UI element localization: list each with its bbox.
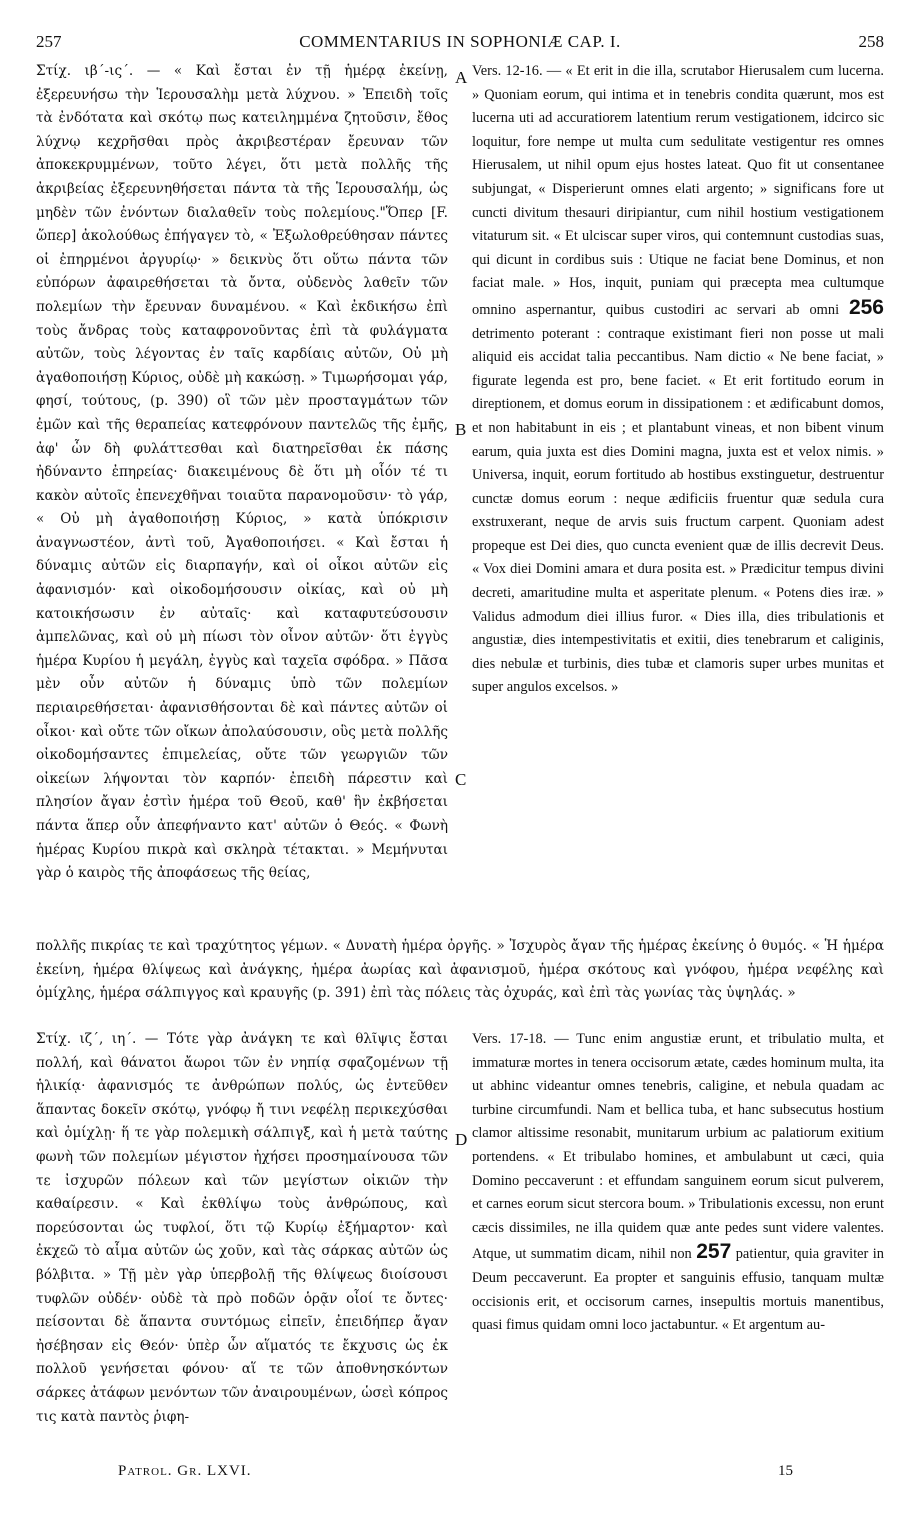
latin-paragraph-verses-17-18-part1: Vers. 17-18. — Tunc enim angustiæ erunt, et tribulatio multa, et immaturæ mortes in tenera occisorum ætate, cædes hominum multa, ita ut abhinc videantur omnes tenebris, caligine, et nebula quadam ac turbine circumfundi. Nam et bellica tuba, et hanc subsecutus hostium clamor altissime resonabit, munitarum urbium ac palatiorum exitium portendens. « Et tribulabo homines, et ambulabunt ut cæci, quia Domino peccaverunt : et effundam sanguinem eorum sicut pulverem, et carnes eorum sicut stercora boum. » Tribulationis excessu, non erunt cæcis dissimiles, ne illa quidem quæ ante pedes sunt videre valentes. Atque, ut summatim dicam, nihil non [472,1031,884,1263]
greek-column-bottom [36,1028,448,1460]
greek-full-width-passage: πολλῆς πικρίας τε καὶ τραχύτητος γέμων. « Δυνατὴ ἡμέρα ὀργῆς. » Ἰσχυρὸς ἄγαν τῆς ἡμέρας ἐκείνης ὁ θυμός. « Ἡ ἡμέρα ἐκείνη, ἡμέρα θλίψεως καὶ ἀνάγκης, ἡμέρα ἀωρίας καὶ ἀφανισμοῦ, ἡμέρα σκότους καὶ γνόφου, ἡμέρα νεφέλης καὶ ὁμίχλης, ἡμέρα σάλπιγγος καὶ κραυγῆς (p. 391) ἐπὶ τὰς πόλεις τὰς ὀχυράς, καὶ ἐπὶ τὰς γωνίας τὰς ὑψηλάς. » [36,938,884,1002]
running-header [36,32,884,54]
greek-column-top [36,60,448,932]
column-number-256: 256 [848,295,884,319]
page-number-right: 258 [858,32,884,51]
footer-signature: 15 [778,1463,793,1479]
margin-letter-a: A [455,68,468,87]
margin-letter-d: D [455,1130,468,1149]
latin-paragraph-verses-12-16-part1: Vers. 12-16. — « Et erit in die illa, scrutabor Hierusalem cum lucerna. » Quoniam eorum, qui intima et in tenebris condita quærunt, mos est lucerna uti ad accuratiorem latentium rerum vestigationem, idcirco sic loquitur, fore nempe ut multa cum sedulitate vestigentur res omnes Hierusalem, ut nihil opum ejus hostes lateat. Quo fit ut consentanee subjungat, « Disperierunt omnes elati argento; » significans fore ut cuncti divitum thesauri diripiantur, cum nihil hostium vestigationem vitaturum sit. « Et ulciscar super viros, qui contemnunt custodias suas, qui dicunt in cordibus suis : Utique ne faciat bene Dominus, et non faciat male. » Hos, inquit, puniam qui præcepta mea cultumque omnino aspernantur, quibus custodiri ac servari ab omni [472,63,884,318]
latin-paragraph-verses-12-16-part2: detrimento poterant : contraque existimant fieri non posse ut mali aliquid eis accidat talia peccantibus. Nam dictio « Ne bene faciat, » figurate legenda est pro, bene faciet. « Et erit fortitudo eorum in direptionem, et domus eorum in dissipationem : et ædificabunt domos, et non habitabunt in eis ; et plantabunt vineas, et non bibent vinum earum, quia juxta est dies Domini magna, juxta est et velox nimis. » Universa, inquit, eorum fortitudo ab hostibus exstinguetur, destruentur cunctæ domus eorum : neque ædificiis fruentur quæ sedula cura exstruxerant, neque de arvis suis fructum carpent. Quoniam adest propeque est Dei dies, quo cuncta evenient quæ de illis decrevit Deus. « Vox diei Domini amara et dura posita est. » Prædicitur tempus divini decreti, amaritudine multa et asperitate plenum. « Potens dies iræ. » Validus admodum diei illius furor. « Dies illa, dies tribulationis et angustiæ, dies intempestivitatis et exitii, dies tenebrarum et caliginis, dies nebulæ et turbinis, dies tubæ et clamoris super urbes munitas et super angulos excelsos. » [472,325,884,696]
margin-letter-c: C [455,770,467,789]
latin-column-bottom [472,1028,884,1460]
column-number-257: 257 [696,1240,732,1264]
greek-paragraph-verses-17-18: Στίχ. ιζ΄, ιη΄. — Τότε γὰρ ἀνάγκη τε καὶ θλῖψις ἔσται πολλή, καὶ θάνατοι ἄωροι τῶν ἐν νηπίᾳ σφαζομένων τῇ ἡλικίᾳ· ἀφανισμός τε ἀνθρώπων πολύς, ὡς ἐντεῦθεν ἅπαντας δοκεῖν σκότῳ, γνόφῳ ἤ τινι νεφέλῃ περικεχύσθαι καὶ ὁμίχλῃ· ἥ τε γὰρ πολεμικὴ σάλπιγξ, καὶ ἡ μετὰ ταύτης φωνὴ τῶν πολεμίων μέγιστον ἠχήσει προσημαίνουσα τῶν τε ἰσχυρῶν πόλεων καὶ τῶν μεγίστων οἰκιῶν τὴν καθαίρεσιν. « Καὶ ἐκθλίψω τοὺς ἀνθρώπους, καὶ πορεύσονται ὡς τυφλοί, ὅτι τῷ Κυρίῳ ἐξήμαρτον· καὶ ἐκχεῶ τὸ αἷμα αὐτῶν ὡς χοῦν, καὶ τὰς σάρκας αὐτῶν ὡς βόλβιτα. » Τῇ μὲν γὰρ ὑπερβολῇ τῆς θλίψεως διοίσουσι τυφλῶν οὐδέν· οὐδὲ τὰ πρὸ ποδῶν ὁρᾷν οἷοί τε ὄντες· πείσονται δὲ ἅπαντα συντόμως εἰπεῖν, ἐπειδήπερ ἄγαν ἠσέβησαν εἰς Θεόν· ὑπὲρ ὧν αἵματός τε ἔκχυσις ὡς ἐκ πολλοῦ γενήσεται φόνου· αἵ τε τῶν ἀποθνησκόντων σάρκες ἀτάφων μενόντων τῶν ἀναιρουμένων, ὡσεὶ κόπρος τις κατὰ παντὸς ῥιφη- [36,1031,448,1425]
greek-paragraph-verses-12-16: Στίχ. ιβ΄-ις΄. — « Καὶ ἔσται ἐν τῇ ἡμέρᾳ ἐκείνῃ, ἐξερευνήσω τὴν Ἱερουσαλὴμ μετὰ λύχνου. » Ἐπειδὴ τοῖς τὰ ἐνδότατα καὶ σκότῳ πως κατειλημμένα ζητοῦσιν, ἔθος λύχνῳ κεχρῆσθαι πρὸς ἀκριβεστέραν ἔρευναν τῶν ἀποκεκρυμμένων, τοῦτο λέγει, ὅτι μετὰ πολλῆς τῆς ἀκριβείας ἐξερευνηθήσεται πάντα τὰ τῆς Ἱερουσαλήμ, ὡς μηδὲν τῶν ἐνόντων διαλαθεῖν τοὺς πολεμίους."Ὅπερ [F. ὥπερ] ἀκολούθως ἐπήγαγεν τὸ, « Ἐξωλοθρεύθησαν πάντες οἱ ἐπηρμένοι ἀργυρίῳ· » δεικνὺς ὅτι οὕτω πάντα τῶν εὐπόρων ἀφαιρεθήσεται τὰ ὄντα, οὐδενὸς λαθεῖν τῶν πολεμίων τὴν ἔρευναν δυναμένου. « Καὶ ἐκδικήσω ἐπὶ τοὺς ἄνδρας τοὺς καταφρονοῦντας ἐπὶ τὰ φυλάγματα αὐτῶν, τοὺς λέγοντας ἐν ταῖς καρδίαις αὐτῶν, Οὐ μὴ ἀγαθοποιήσῃ Κύριος, οὐδὲ μὴ κακώσῃ. » Τιμωρήσομαι γάρ, φησί, τούτους, (p. 390) οἳ τῶν μὲν προσταγμάτων τῶν ἐμῶν καὶ τῆς θεραπείας κατεφρόνουν παντελῶς τῆς ἐμῆς, ἀφ' ὧν δὴ φυλάττεσθαι καὶ διατηρεῖσθαι ἐκ πάσης ἠδύναντο ἐπηρείας· διακειμένους δὲ ὅτι μὴ οἷόν τέ τι κακὸν αὐτοῖς ἐπενεχθῆναι τοιαῦτα παρανομοῦσιν· τὸ γάρ, « Οὐ μὴ ἀγαθοποιήσῃ Κύριος, » κατὰ ὑπόκρισιν ἀναγνωστέον, ἀντὶ τοῦ, Ἀγαθοποιήσει. « Καὶ ἔσται ἡ δύναμις αὐτῶν εἰς διαρπαγήν, καὶ οἱ οἶκοι αὐτῶν εἰς ἀφανισμόν· καὶ οἰκοδομήσουσιν οἰκίας, καὶ οὐ μὴ κατοικήσωσιν ἐν αὐταῖς· καὶ καταφυτεύσουσιν ἀμπελῶνας, καὶ οὐ μὴ πίωσι τὸν οἶνον αὐτῶν· ὅτι ἐγγὺς ἡμέρα Κυρίου ἡ μεγάλη, ἐγγὺς καὶ ταχεῖα σφόδρα. » Πᾶσα μὲν οὖν αὐτῶν ἡ δύναμις ὑπὸ τῶν πολεμίων περιαιρεθήσεται· ἀφανισθήσονται δὲ καὶ πάντες αὐτῶν οἱ οἶκοι· καὶ οὔτε τῶν οἴκων ἀπολαύσουσιν, οὓς μετὰ πολλῆς οἰκοδομήσαντες ἐπιμελείας, οὔτε τῶν γεωργιῶν τῶν οἰκείων λήψονται τὸν καρπόν· ἐπειδὴ πάρεστιν καὶ πλησίον ἄγαν ἐστὶν ἡμέρα τοῦ Θεοῦ, καθ' ἣν ἐκβήσεται πάντα ἅπερ οὖν ἀπεφήναντο κατ' αὐτῶν ὁ Θεός. « Φωνὴ ἡμέρας Κυρίου πικρὰ καὶ σκληρὰ τέτακται. » Μεμήνυται γὰρ ὁ καιρὸς τῆς ἀποφάσεως τῆς θείας, [36,63,448,882]
latin-column-top [472,60,884,932]
latin-paragraph-verses-17-18-part2: patientur, quia graviter in Deum peccaverunt. Ea propter et sanguinis effusio, tanquam multæ occisionis erit, et occisorum carnes, insepultis mortuis manentibus, quasi fimus quidam omni loco jactabuntur. « Et argentum au- [472,1246,884,1334]
margin-letter-b: B [455,420,467,439]
footer-source: Patrol. Gr. LXVI. [118,1463,252,1479]
running-title: COMMENTARIUS IN SOPHONIÆ CAP. I. [299,32,621,51]
page-number-left: 257 [36,32,62,51]
